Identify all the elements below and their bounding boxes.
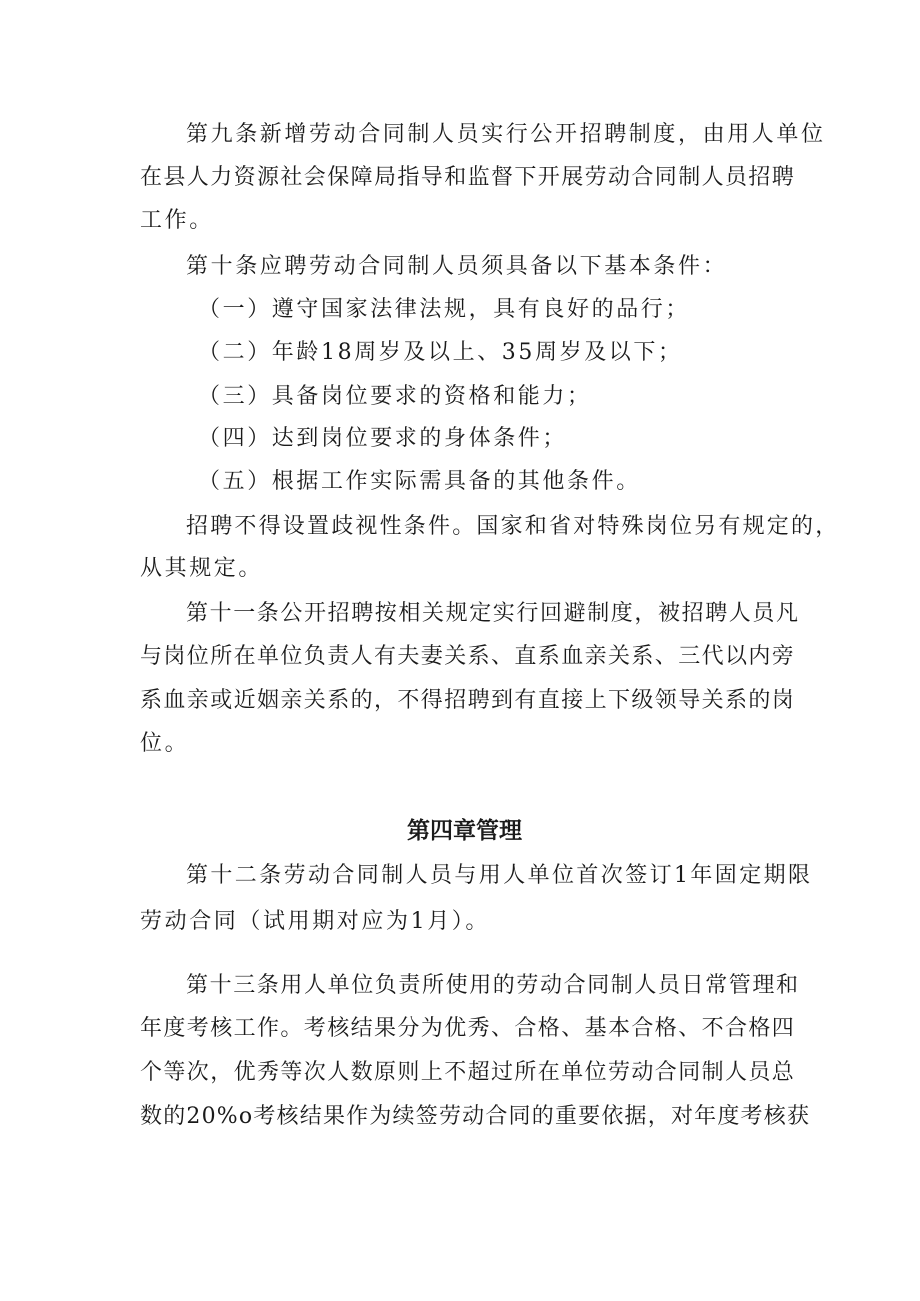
article-12-line-1: 第十二条劳动合同制人员与用人单位首次签订1年固定期限 [186,863,813,888]
article-9-line-1: 第九条新增劳动合同制人员实行公开招聘制度，由用人单位 [186,122,826,147]
article-11-line-4: 位。 [140,731,190,756]
article-11-line-1: 第十一条公开招聘按相关规定实行回避制度，被招聘人员凡 [186,601,800,626]
article-10-item-3: （三）具备岗位要求的资格和能力； [198,384,592,409]
article-13-line-4: 数的20%o考核结果作为续签劳动合同的重要依据，对年度考核获 [140,1104,811,1129]
chapter-heading: 第四章管理 [407,818,522,844]
article-10-item-2: （二）年龄18周岁及以上、35周岁及以下； [198,340,683,365]
article-13-line-3: 个等次，优秀等次人数原则上不超过所在单位劳动合同制人员总 [140,1060,796,1085]
article-10-item-4: （四）达到岗位要求的身体条件； [198,426,568,451]
article-10-item-5: （五）根据工作实际需具备的其他条件。 [198,469,641,494]
article-11-line-2: 与岗位所在单位负责人有夫妻关系、直系血亲关系、三代以内旁 [140,644,796,669]
article-10-note-line-2: 从其规定。 [140,556,264,581]
article-10-note-line-1: 招聘不得设置歧视性条件。国家和省对特殊岗位另有规定的， [186,514,840,539]
article-9-line-3: 工作。 [140,208,214,233]
article-13-line-1: 第十三条用人单位负责所使用的劳动合同制人员日常管理和 [186,973,800,998]
article-12-line-2: 劳动合同（试用期对应为1月）。 [140,909,490,934]
article-10-intro: 第十条应聘劳动合同制人员须具备以下基本条件： [186,254,728,279]
article-11-line-3: 系血亲或近姻亲关系的，不得招聘到有直接上下级领导关系的岗 [140,688,796,713]
article-13-line-2: 年度考核工作。考核结果分为优秀、合格、基本合格、不合格四 [140,1016,796,1041]
article-9-line-2: 在县人力资源社会保障局指导和监督下开展劳动合同制人员招聘 [140,165,796,190]
article-10-item-1: （一）遵守国家法律法规，具有良好的品行； [198,297,691,322]
